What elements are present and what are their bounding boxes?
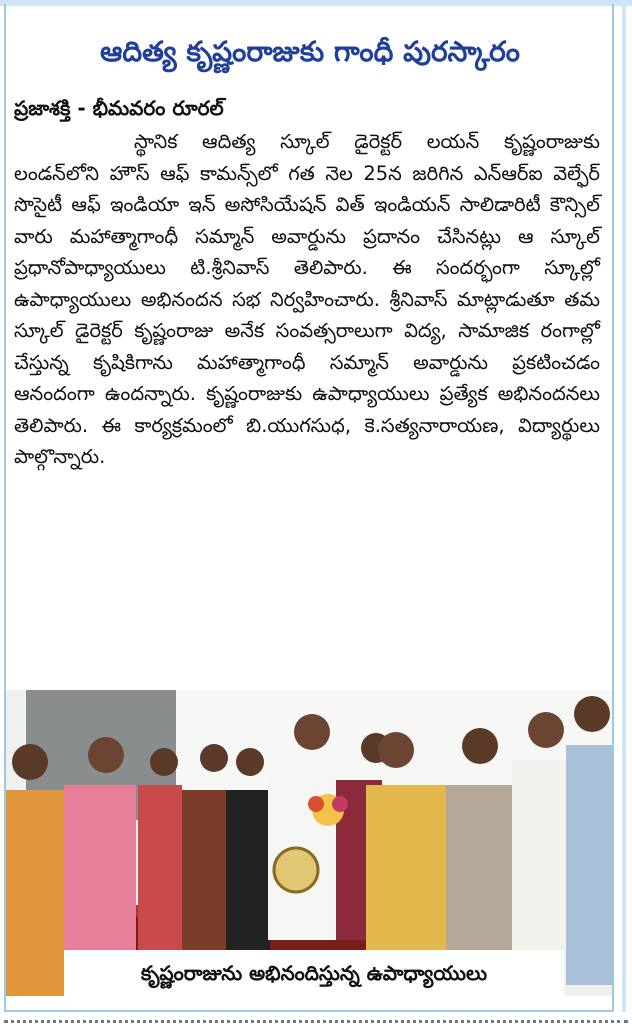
- news-photo: [6, 690, 612, 996]
- right-border: [622, 0, 626, 1012]
- headline: ఆదిత్య కృష్ణంరాజుకు గాంధీ పురస్కారం: [100, 35, 520, 68]
- dateline: ప్రజాశక్తి - భీమవరం రూరల్: [14, 96, 224, 120]
- article-body: స్థానిక ఆదిత్య స్కూల్ డైరెక్టర్ లయన్ కృష్ణంరాజుకు లండన్‌లోని హౌస్ ఆఫ్ కామన్స్‌లో గత నెల 25న జరిగిన ఎన్ఆర్ఐ వెల్ఫేర్ సొసైటీ ఆఫ్ ఇండియా ఇన్ అసోసియేషన్ విత్ ఇండియన్ సాలిడారిటీ కౌన్సిల్ వారు మహాత్మాగాంధీ సమ్మాన్ అవార్డును ప్రదానం చేసినట్లు ఆ స్కూల్ ప్రధానోపాధ్యాయులు టి.శ్రీనివాస్ తెలిపారు. ఈ సందర్భంగా స్కూల్లో ఉపాధ్యాయులు అభినందన సభ నిర్వహించారు. శ్రీనివాస్ మాట్లాడుతూ తమ స్కూల్ డైరెక్టర్ కృష్ణంరాజు అనేక సంవత్సరాలుగా విద్య, సామాజిక రంగాల్లో చేస్తున్న కృషికిగాను మహాత్మాగాంధీ సమ్మాన్ అవార్డును ప్రకటించడం ఆనందంగా ఉందన్నారు. కృష్ణంరాజుకు ఉపాధ్యాయులు ప్రత్యేక అభినందనలు తెలిపారు. ఈ కార్యక్రమంలో బి.యుగసుధ, కె.సత్యనారాయణ, విద్యార్థులు పాల్గొన్నారు.: [14, 130, 600, 468]
- photo-caption: కృష్ణంరాజును అభినందిస్తున్న ఉపాధ్యాయులు: [64, 950, 564, 996]
- bottom-dotted-divider: [4, 1020, 628, 1023]
